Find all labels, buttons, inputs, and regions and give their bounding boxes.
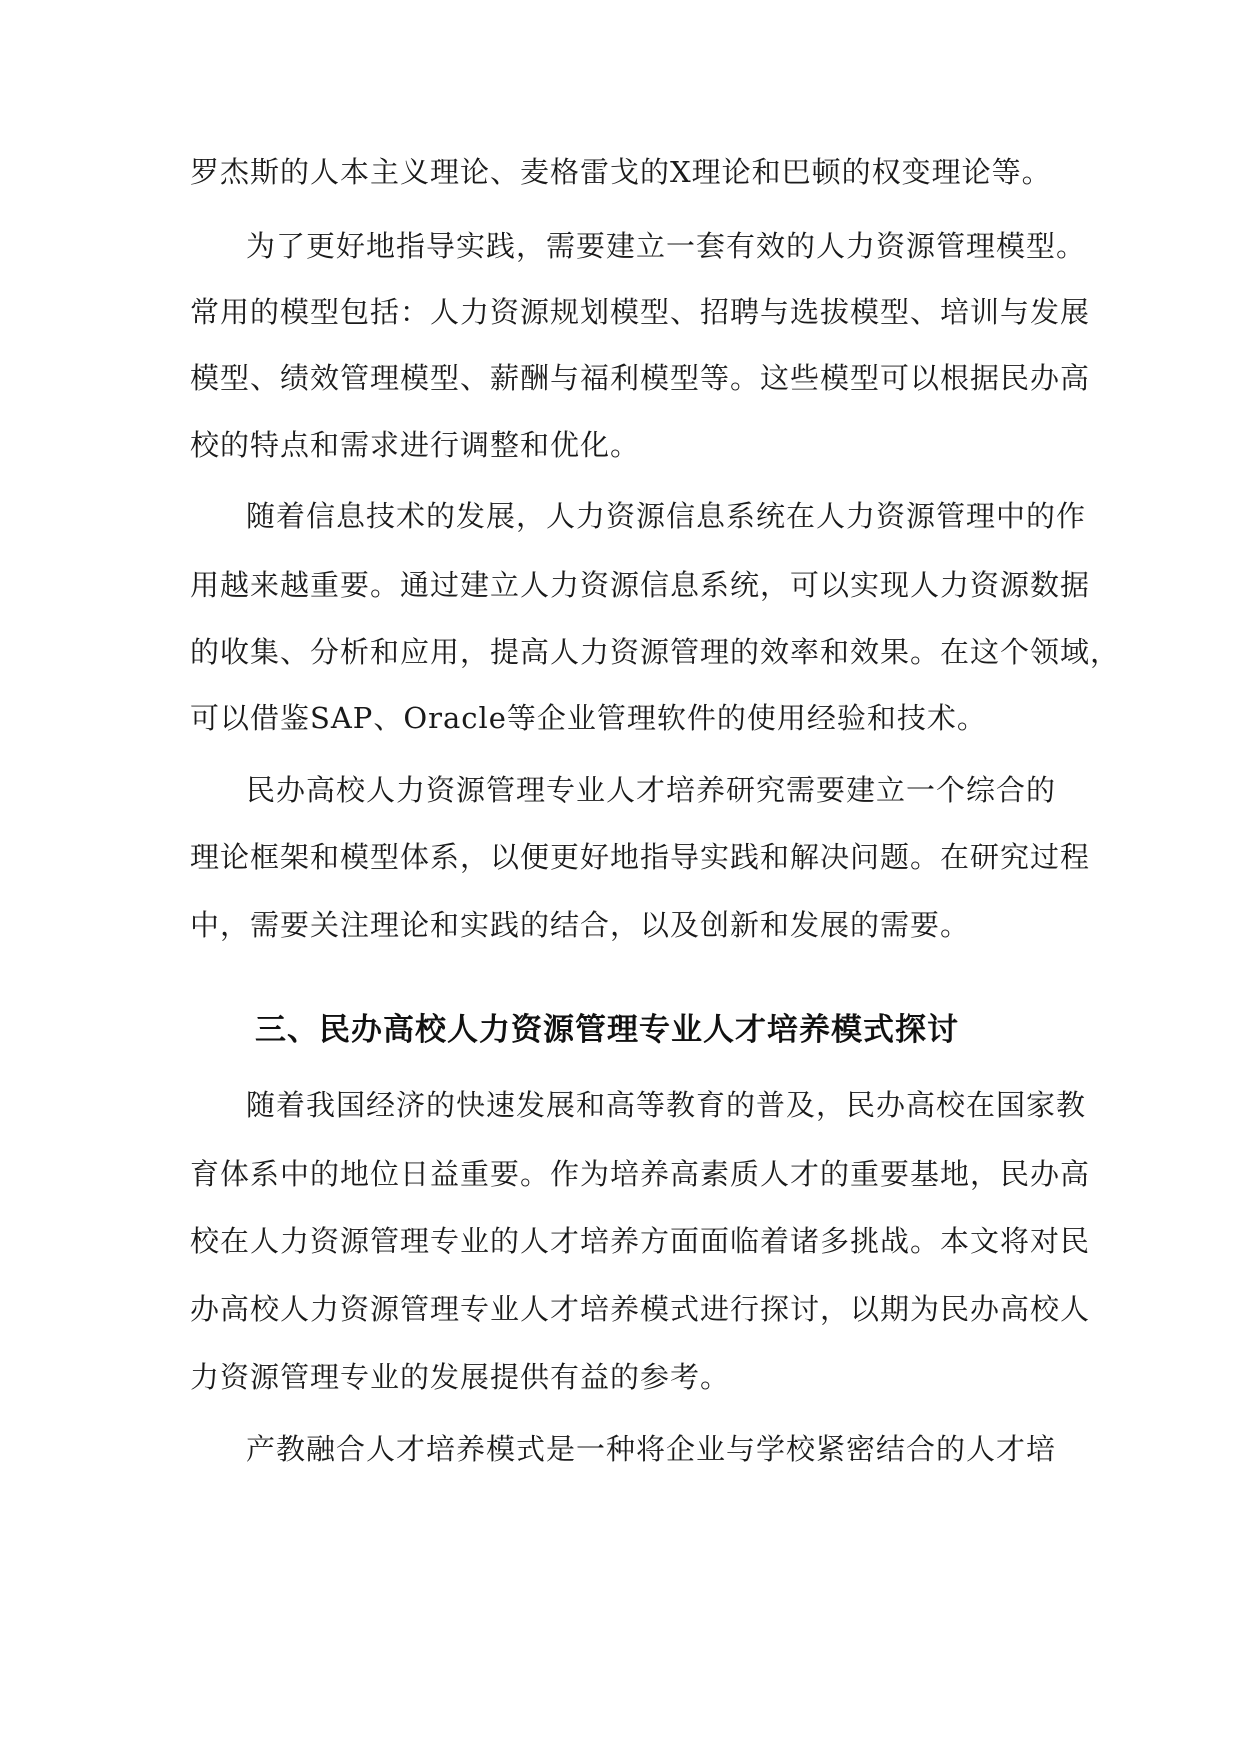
paragraph-line: 育体系中的地位日益重要。作为培养高素质人才的重要基地，民办高 bbox=[190, 1157, 1091, 1191]
paragraph-line: 为了更好地指导实践，需要建立一套有效的人力资源管理模型。 bbox=[246, 229, 1087, 263]
paragraph-line: 罗杰斯的人本主义理论、麦格雷戈的X理论和巴顿的权变理论等。 bbox=[190, 155, 1052, 189]
section-heading: 三、民办高校人力资源管理专业人才培养模式探讨 bbox=[255, 1012, 959, 1048]
paragraph-line: 常用的模型包括：人力资源规划模型、招聘与选拔模型、培训与发展 bbox=[190, 295, 1091, 329]
paragraph-line: 产教融合人才培养模式是一种将企业与学校紧密结合的人才培 bbox=[246, 1432, 1057, 1466]
paragraph-line: 理论框架和模型体系，以便更好地指导实践和解决问题。在研究过程 bbox=[190, 840, 1091, 874]
paragraph-line: 随着信息技术的发展，人力资源信息系统在人力资源管理中的作 bbox=[246, 499, 1087, 533]
paragraph-line: 可以借鉴SAP、Oracle等企业管理软件的使用经验和技术。 bbox=[190, 701, 987, 735]
paragraph-line: 校在人力资源管理专业的人才培养方面面临着诸多挑战。本文将对民 bbox=[190, 1224, 1091, 1258]
paragraph-line: 用越来越重要。通过建立人力资源信息系统，可以实现人力资源数据 bbox=[190, 568, 1091, 602]
paragraph-line: 校的特点和需求进行调整和优化。 bbox=[190, 428, 641, 462]
paragraph-line: 中，需要关注理论和实践的结合，以及创新和发展的需要。 bbox=[190, 908, 971, 942]
paragraph-line: 办高校人力资源管理专业人才培养模式进行探讨，以期为民办高校人 bbox=[190, 1292, 1091, 1326]
paragraph-line: 力资源管理专业的发展提供有益的参考。 bbox=[190, 1360, 731, 1394]
paragraph-line: 随着我国经济的快速发展和高等教育的普及，民办高校在国家教 bbox=[246, 1088, 1087, 1122]
paragraph-line: 模型、绩效管理模型、薪酬与福利模型等。这些模型可以根据民办高 bbox=[190, 361, 1091, 395]
paragraph-line: 民办高校人力资源管理专业人才培养研究需要建立一个综合的 bbox=[246, 773, 1057, 807]
paragraph-line: 的收集、分析和应用，提高人力资源管理的效率和效果。在这个领域， bbox=[190, 635, 1121, 669]
